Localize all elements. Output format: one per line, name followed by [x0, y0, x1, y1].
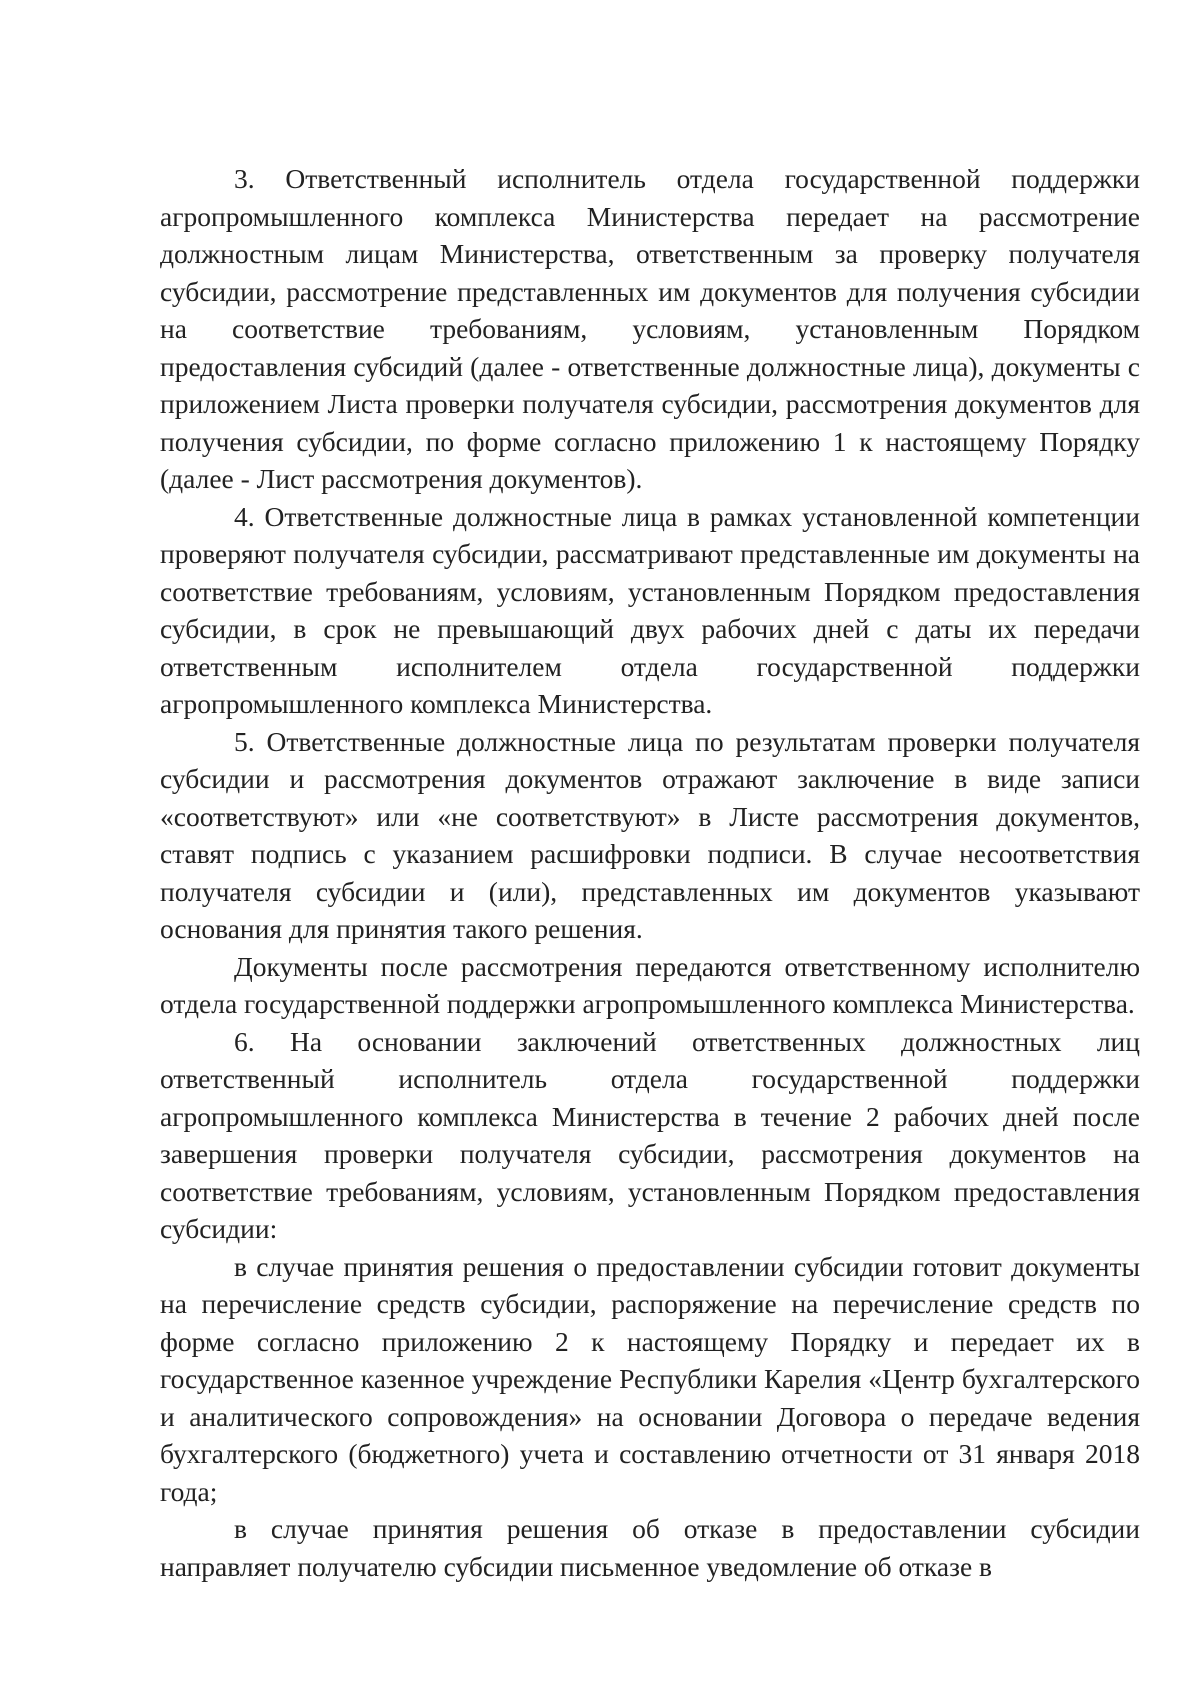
paragraph-4: 4. Ответственные должностные лица в рамках установленной компетенции проверяют получателя субсидии, рассматривают представленные им документы на соответствие требованиям, условиям, установленным Порядком предоставления субсидии, в срок не превышающий двух рабочих дней с даты их передачи ответственным исполнителем отдела государственной поддержки агропромышленного комплекса Министерства.	[160, 500, 1140, 719]
paragraph-5-documents: Документы после рассмотрения передаются ответственному исполнителю отдела государственной поддержки агропромышленного комплекса Министерства.	[160, 950, 1140, 1019]
paragraph-6-grant-case: в случае принятия решения о предоставлении субсидии готовит документы на перечисление средств субсидии, распоряжение на перечисление средств по форме согласно приложению 2 к настоящему Порядку и передает их в государственное казенное учреждение Республики Карелия «Центр бухгалтерского и аналитического сопровождения» на основании Договора о передаче ведения бухгалтерского (бюджетного) учета и составлению отчетности от 31 января 2018 года;	[160, 1250, 1140, 1507]
paragraph-5: 5. Ответственные должностные лица по результатам проверки получателя субсидии и рассмотрения документов отражают заключение в виде записи «соответствуют» или «не соответствуют» в Листе рассмотрения документов, ставят подпись с указанием расшифровки подписи. В случае несоответствия получателя субсидии и (или), представленных им документов указывают основания для принятия такого решения.	[160, 725, 1140, 944]
paragraph-3: 3. Ответственный исполнитель отдела государственной поддержки агропромышленного комплекса Министерства передает на рассмотрение должностным лицам Министерства, ответственным за проверку получателя субсидии, рассмотрение представленных им документов для получения субсидии на соответствие требованиям, условиям, установленным Порядком предоставления субсидий (далее - ответственные должностные лица), документы с приложением Листа проверки получателя субсидии, рассмотрения документов для получения субсидии, по форме согласно приложению 1 к настоящему Порядку (далее - Лист рассмотрения документов).	[160, 163, 1140, 494]
paragraph-6-refusal-case: в случае принятия решения об отказе в предоставлении субсидии направляет получателю субсидии письменное уведомление об отказе в	[160, 1513, 1140, 1582]
paragraph-6: 6. На основании заключений ответственных должностных лиц ответственный исполнитель отдела государственной поддержки агропромышленного комплекса Министерства в течение 2 рабочих дней после завершения проверки получателя субсидии, рассмотрения документов на соответствие требованиям, условиям, установленным Порядком предоставления субсидии:	[160, 1025, 1140, 1244]
document-page	[160, 160, 1140, 1585]
